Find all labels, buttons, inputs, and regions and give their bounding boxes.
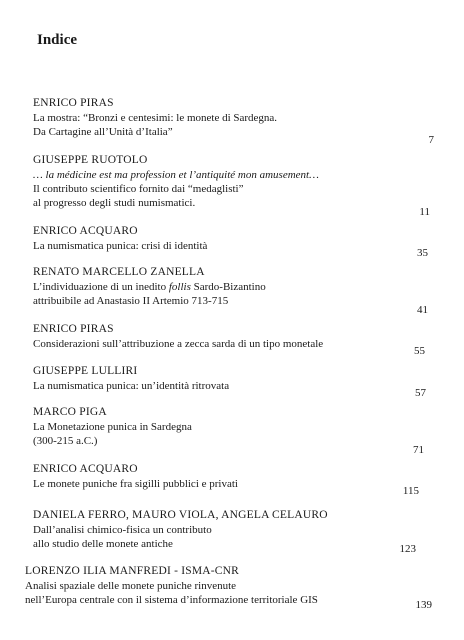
toc-entry (25, 564, 425, 607)
entry-title-line: Il contributo scientifico fornito dai “medaglisti” (33, 183, 244, 195)
entry-page-number: 7 (428, 134, 434, 146)
entry-page-number: 11 (419, 206, 430, 218)
entry-author: GIUSEPPE LULLIRI (33, 365, 138, 377)
toc-entry (33, 462, 433, 491)
entry-title-line (33, 280, 433, 294)
entry-author: MARCO PIGA (33, 406, 107, 418)
entry-title-line: Da Cartagine all’Unità d’Italia” (33, 126, 173, 138)
entry-page-number: 55 (414, 345, 425, 357)
entry-author: ENRICO PIRAS (33, 97, 114, 109)
entry-title-line: al progresso degli studi numismatici. (33, 197, 196, 209)
entry-page-number: 123 (399, 543, 416, 555)
toc-entry (33, 405, 433, 448)
entry-title-text: L’individuazione di un inedito follis Sardo-Bizantino (33, 281, 266, 293)
entry-page-number: 35 (417, 247, 428, 259)
entry-title-line: La Monetazione punica in Sardegna (33, 421, 192, 433)
toc-entry (33, 265, 433, 308)
index-title: Indice (37, 32, 78, 48)
entry-title-line: Considerazioni sull’attribuzione a zecca sarda di un tipo monetale (33, 338, 324, 350)
toc-entry (33, 224, 433, 253)
entry-title-line: (300-215 a.C.) (33, 435, 98, 447)
entry-page-number: 139 (415, 599, 432, 611)
toc-entry (33, 364, 433, 393)
entry-title-line: Le monete puniche fra sigilli pubblici e privati (33, 478, 238, 490)
entry-author: ENRICO PIRAS (33, 323, 114, 335)
entry-author: GIUSEPPE RUOTOLO (33, 154, 148, 166)
toc-entry (33, 96, 433, 139)
toc-entry (33, 322, 433, 351)
entry-title-line: nell’Europa centrale con il sistema d’informazione territoriale GIS (25, 594, 318, 606)
toc-entry (33, 153, 433, 210)
entry-page-number: 41 (417, 304, 428, 316)
entry-title-line: La mostra: “Bronzi e centesimi: le monete di Sardegna. (33, 112, 278, 124)
toc-entry (33, 508, 433, 551)
entry-title-line: Dall’analisi chimico-fisica un contributo (33, 524, 212, 536)
entry-author: RENATO MARCELLO ZANELLA (33, 266, 205, 278)
entry-title-line: allo studio delle monete antiche (33, 538, 173, 550)
entry-title-line: attribuibile ad Anastasio II Artemio 713-715 (33, 295, 229, 307)
entry-title-line: … la médicine est ma profession et l’antiquité mon amusement… (33, 169, 319, 181)
entry-author: ENRICO ACQUARO (33, 225, 138, 237)
entry-author: LORENZO ILIA MANFREDI - ISMA-CNR (25, 565, 240, 577)
entry-title-line: Analisi spaziale delle monete puniche rinvenute (25, 580, 237, 592)
entry-title-line: La numismatica punica: crisi di identità (33, 240, 208, 252)
entry-page-number: 115 (402, 485, 419, 497)
entry-author: ENRICO ACQUARO (33, 463, 138, 475)
italic-term: follis (168, 281, 191, 293)
entry-title-line: La numismatica punica: un’identità ritrovata (33, 380, 230, 392)
entry-page-number: 57 (415, 387, 426, 399)
entry-page-number: 71 (413, 444, 424, 456)
entry-author: DANIELA FERRO, MAURO VIOLA, ANGELA CELAURO (33, 509, 328, 521)
